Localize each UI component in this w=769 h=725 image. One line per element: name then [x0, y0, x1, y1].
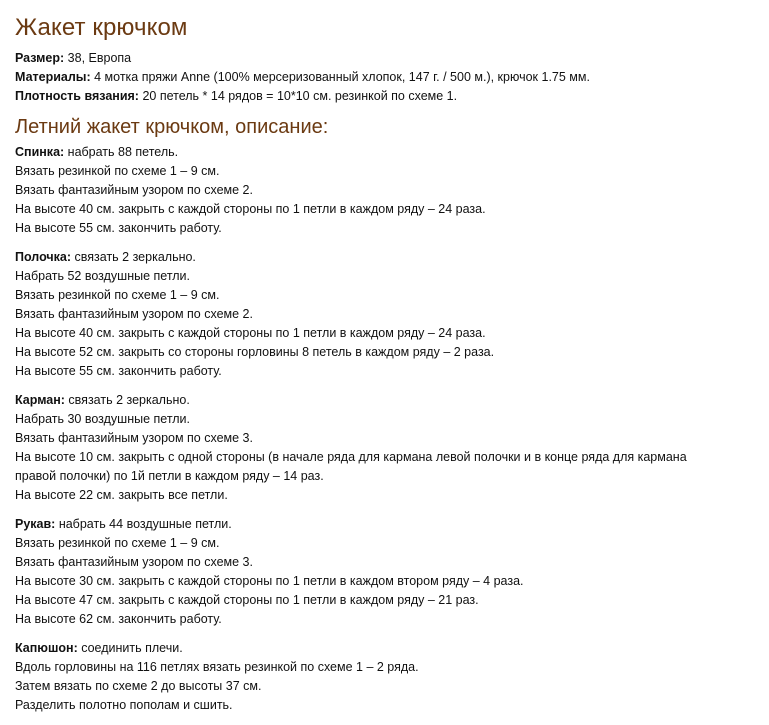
section-label: Спинка:	[15, 145, 65, 159]
instruction-line: Вязать резинкой по схеме 1 – 9 см.	[15, 164, 220, 178]
section-label: Полочка:	[15, 250, 72, 264]
instruction-line: На высоте 55 см. закончить работу.	[15, 221, 222, 235]
section-first-line	[15, 515, 755, 534]
spec-label: Материалы:	[15, 70, 91, 84]
instruction-line: Затем вязать по схеме 2 до высоты 37 см.	[15, 679, 262, 693]
section-label: Капюшон:	[15, 641, 78, 655]
instruction-line: Вязать фантазийным узором по схеме 2.	[15, 183, 253, 197]
instruction-line: правой полочки) по 1й петли в каждом ряду – 14 раз.	[15, 469, 324, 483]
section-first-line	[15, 639, 755, 658]
spec-value: 4 мотка пряжи Anne (100% мерсеризованный хлопок, 147 г. / 500 м.), крючок 1.75 мм.	[90, 70, 590, 84]
article	[15, 0, 755, 725]
spec-label: Размер:	[15, 51, 65, 65]
instruction-line: На высоте 40 см. закрыть с каждой стороны по 1 петли в каждом ряду – 24 раза.	[15, 326, 486, 340]
section-label: Рукав:	[15, 517, 56, 531]
instruction-line: На высоте 30 см. закрыть с каждой стороны по 1 петли в каждом втором ряду – 4 раза.	[15, 574, 524, 588]
spec-materials	[15, 68, 755, 87]
instruction-line: На высоте 40 см. закрыть с каждой стороны по 1 петли в каждом ряду – 24 раза.	[15, 202, 486, 216]
instruction-line: На высоте 22 см. закрыть все петли.	[15, 488, 228, 502]
instruction-line: На высоте 52 см. закрыть со стороны горловины 8 петель в каждом ряду – 2 раза.	[15, 345, 495, 359]
spec-value: 20 петель * 14 рядов = 10*10 см. резинкой по схеме 1.	[138, 89, 458, 103]
instruction-line: На высоте 55 см. закончить работу.	[15, 364, 222, 378]
instruction-line: Набрать 52 воздушные петли.	[15, 269, 191, 283]
section-first-line	[15, 248, 755, 267]
instruction-line: Вязать фантазийным узором по схеме 3.	[15, 431, 253, 445]
spec-label: Плотность вязания:	[15, 89, 139, 103]
instruction-line: Вязать фантазийным узором по схеме 3.	[15, 555, 253, 569]
section-pocket	[15, 391, 755, 505]
spec-value: 38, Европа	[64, 51, 132, 65]
section-first-text: набрать 88 петель.	[64, 145, 179, 159]
instruction-line: На высоте 10 см. закрыть с одной стороны (в начале ряда для кармана левой полочки и в конце ряда для кармана	[15, 450, 687, 464]
section-first-line	[15, 391, 755, 410]
section-first-text: связать 2 зеркально.	[71, 250, 196, 264]
instruction-line: Вязать фантазийным узором по схеме 2.	[15, 307, 253, 321]
instruction-line: Вдоль горловины на 116 петлях вязать резинкой по схеме 1 – 2 ряда.	[15, 660, 419, 674]
section-hood	[15, 639, 755, 715]
section-heading: Летний жакет крючком, описание:	[15, 116, 329, 138]
instruction-line: На высоте 47 см. закрыть с каждой стороны по 1 петли в каждом ряду – 21 раз.	[15, 593, 479, 607]
section-first-text: набрать 44 воздушные петли.	[55, 517, 232, 531]
pattern-specs	[15, 49, 755, 106]
section-first-text: соединить плечи.	[77, 641, 183, 655]
instructions	[15, 143, 755, 715]
instruction-line: На высоте 62 см. закончить работу.	[15, 612, 222, 626]
spec-gauge	[15, 87, 755, 106]
section-label: Карман:	[15, 393, 65, 407]
instruction-line: Вязать резинкой по схеме 1 – 9 см.	[15, 288, 220, 302]
section-sleeve	[15, 515, 755, 629]
section-first-text: связать 2 зеркально.	[64, 393, 190, 407]
section-first-line	[15, 143, 755, 162]
spec-size	[15, 49, 755, 68]
instruction-line: Разделить полотно пополам и сшить.	[15, 698, 233, 712]
section-front	[15, 248, 755, 381]
instruction-line: Вязать резинкой по схеме 1 – 9 см.	[15, 536, 220, 550]
section-back	[15, 143, 755, 238]
page-title: Жакет крючком	[15, 14, 188, 41]
instruction-line: Набрать 30 воздушные петли.	[15, 412, 191, 426]
